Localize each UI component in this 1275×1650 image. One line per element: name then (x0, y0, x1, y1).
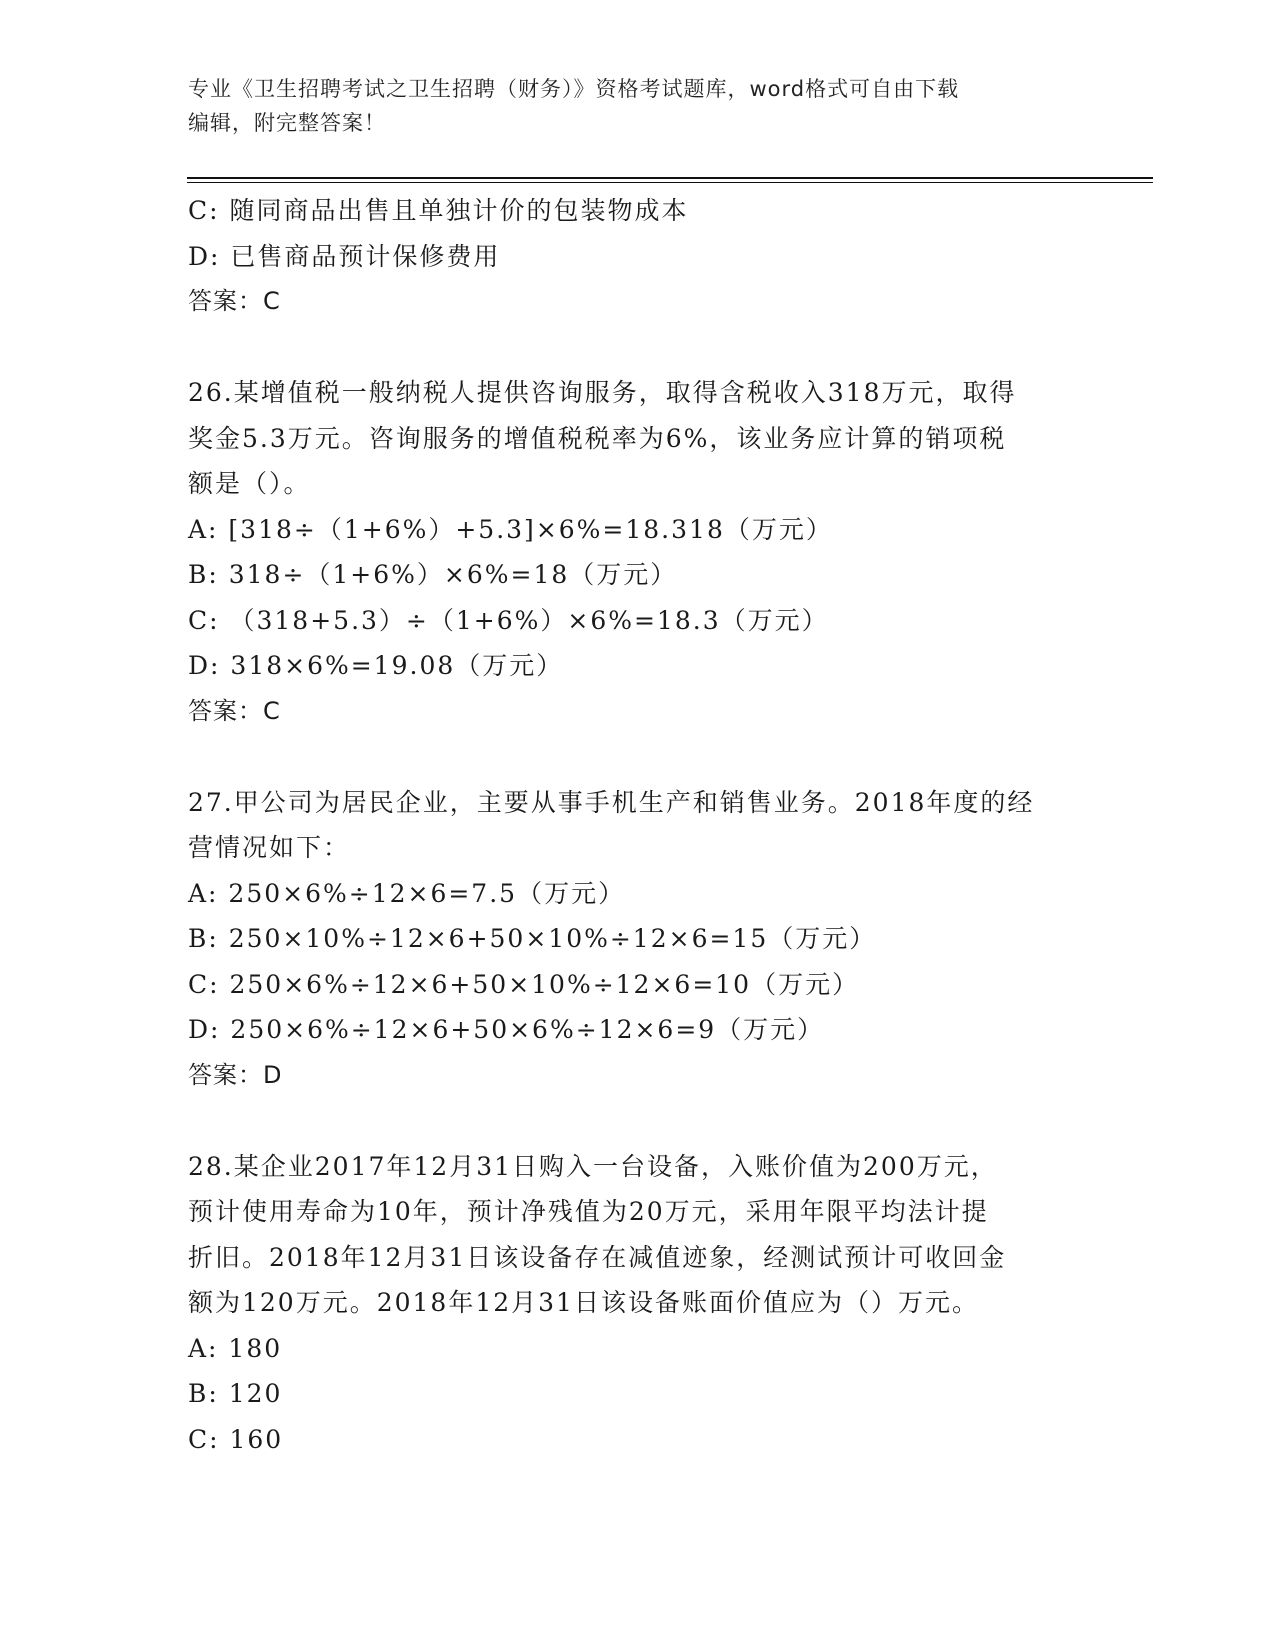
q28-option-a: A: 180 (188, 1333, 283, 1363)
q28-option-b: B: 120 (188, 1379, 283, 1408)
question-25-tail (188, 188, 1088, 325)
q26-option-b: B: 318÷（1+6%）×6%=18（万元） (188, 560, 678, 589)
spacer (188, 734, 1088, 780)
q26-option-d: D: 318×6%=19.08（万元） (188, 651, 564, 680)
header-rule-thick (187, 177, 1153, 179)
q26-stem-line-2: 奖金5.3万元。咨询服务的增值税税率为6%，该业务应计算的销项税 (188, 423, 1007, 453)
q26-answer: 答案：C (188, 696, 281, 725)
q26-stem-line-3: 额是（）。 (188, 469, 311, 498)
header-rule-thin (187, 182, 1153, 183)
q27-answer: 答案：D (188, 1060, 283, 1089)
spacer (188, 1098, 1088, 1144)
question-26 (188, 370, 1088, 734)
q25-answer: 答案：C (188, 287, 281, 315)
q28-option-c: C: 160 (188, 1424, 284, 1454)
question-28 (188, 1144, 1088, 1463)
document-header (188, 72, 1088, 140)
q26-option-c: C: （318+5.3）÷（1+6%）×6%=18.3（万元） (188, 605, 829, 635)
q27-option-d: D: 250×6%÷12×6+50×6%÷12×6=9（万元） (188, 1015, 825, 1044)
question-content (188, 188, 1088, 1462)
q28-stem-line-4: 额为120万元。2018年12月31日该设备账面价值应为（）万元。 (188, 1288, 979, 1317)
q28-stem-line-3: 折旧。2018年12月31日该设备存在减值迹象，经测试预计可收回金 (188, 1242, 1007, 1272)
q25-option-d: D: 已售商品预计保修费用 (188, 241, 501, 271)
q27-option-c: C: 250×6%÷12×6+50×10%÷12×6=10（万元） (188, 969, 860, 999)
q27-stem-line-2: 营情况如下： (188, 833, 351, 862)
q28-stem-line-2: 预计使用寿命为10年，预计净残值为20万元，采用年限平均法计提 (188, 1197, 989, 1226)
header-line-1: 专业《卫生招聘考试之卫生招聘（财务）》资格考试题库，word格式可自由下载 (188, 77, 960, 101)
q27-stem-line-1: 27.甲公司为居民企业，主要从事手机生产和销售业务。2018年度的经 (188, 787, 1035, 817)
q27-option-a: A: 250×6%÷12×6=7.5（万元） (188, 878, 626, 908)
question-27 (188, 780, 1088, 1099)
q27-option-b: B: 250×10%÷12×6+50×10%÷12×6=15（万元） (188, 924, 877, 953)
q28-stem-line-1: 28.某企业2017年12月31日购入一台设备，入账价值为200万元， (188, 1151, 998, 1181)
q26-stem-line-1: 26.某增值税一般纳税人提供咨询服务，取得含税收入318万元，取得 (188, 378, 1017, 407)
q25-option-c: C: 随同商品出售且单独计价的包装物成本 (188, 196, 689, 225)
header-line-2: 编辑，附完整答案！ (188, 111, 386, 135)
q26-option-a: A: [318÷（1+6%）+5.3]×6%=18.318（万元） (188, 514, 833, 544)
spacer (188, 325, 1088, 371)
